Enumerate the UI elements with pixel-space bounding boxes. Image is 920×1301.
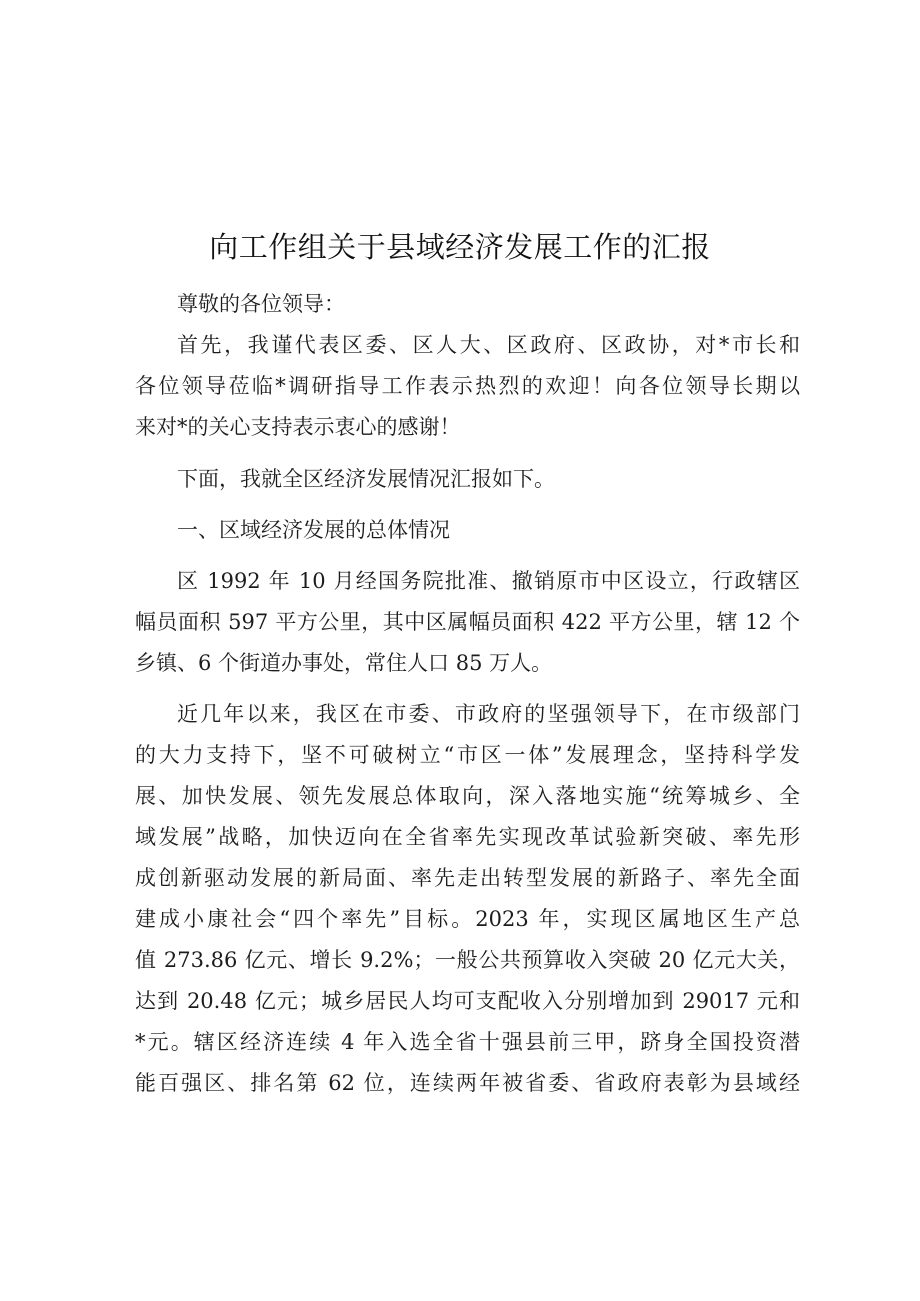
salutation-text: 尊敬的各位领导： [177,292,345,316]
paragraph-welcome [135,325,800,448]
paragraph-line: 乡镇、6 个街道办事处，常住人口 85 万人。 [135,651,553,675]
paragraph-line: 幅员面积 597 平方公里，其中区属幅员面积 422 平方公里，辖 12 个 [135,610,800,634]
paragraph-line: 值 273.86 亿元、增长 9.2%；一般公共预算收入突破 20 亿元大关， [135,948,800,972]
paragraph-line: *元。辖区经济连续 4 年入选全省十强县前三甲，跻身全国投资潜 [135,1030,800,1054]
paragraph-line: 的大力支持下，坚不可破树立“市区一体”发展理念，坚持科学发 [135,743,800,767]
paragraph-line: 域发展”战略，加快迈向在全省率先实现改革试验新突破、率先形 [135,825,800,849]
salutation [135,284,800,325]
paragraph-line: 各位领导莅临*调研指导工作表示热烈的欢迎！向各位领导长期以 [135,374,800,398]
paragraph-line: 建成小康社会“四个率先”目标。2023 年，实现区属地区生产总 [135,907,800,931]
paragraph-intro [135,459,800,500]
section-heading-1 [135,510,800,551]
paragraph-line: 能百强区、排名第 62 位，连续两年被省委、省政府表彰为县域经 [135,1071,800,1095]
paragraph-line: 展、加快发展、领先发展总体取向，深入落地实施“统筹城乡、全 [135,784,800,808]
paragraph-development [135,694,800,1104]
paragraph-line: 近几年以来，我区在市委、市政府的坚强领导下，在市级部门 [177,702,800,726]
paragraph-line: 来对*的关心支持表示衷心的感谢！ [135,415,461,439]
document-title: 向工作组关于县域经济发展工作的汇报 [209,230,711,264]
paragraph-line: 成创新驱动发展的新局面、率先走出转型发展的新路子、率先全面 [135,866,800,890]
paragraph-line: 达到 20.48 亿元；城乡居民人均可支配收入分别增加到 29017 元和 [135,989,800,1013]
paragraph-line: 下面，我就全区经济发展情况汇报如下。 [177,467,555,491]
section-heading-text: 一、区域经济发展的总体情况 [177,518,450,542]
paragraph-line: 区 1992 年 10 月经国务院批准、撤销原市中区设立，行政辖区 [177,569,800,593]
paragraph-line: 首先，我谨代表区委、区人大、区政府、区政协，对*市长和 [177,333,800,357]
paragraph-overview [135,561,800,684]
